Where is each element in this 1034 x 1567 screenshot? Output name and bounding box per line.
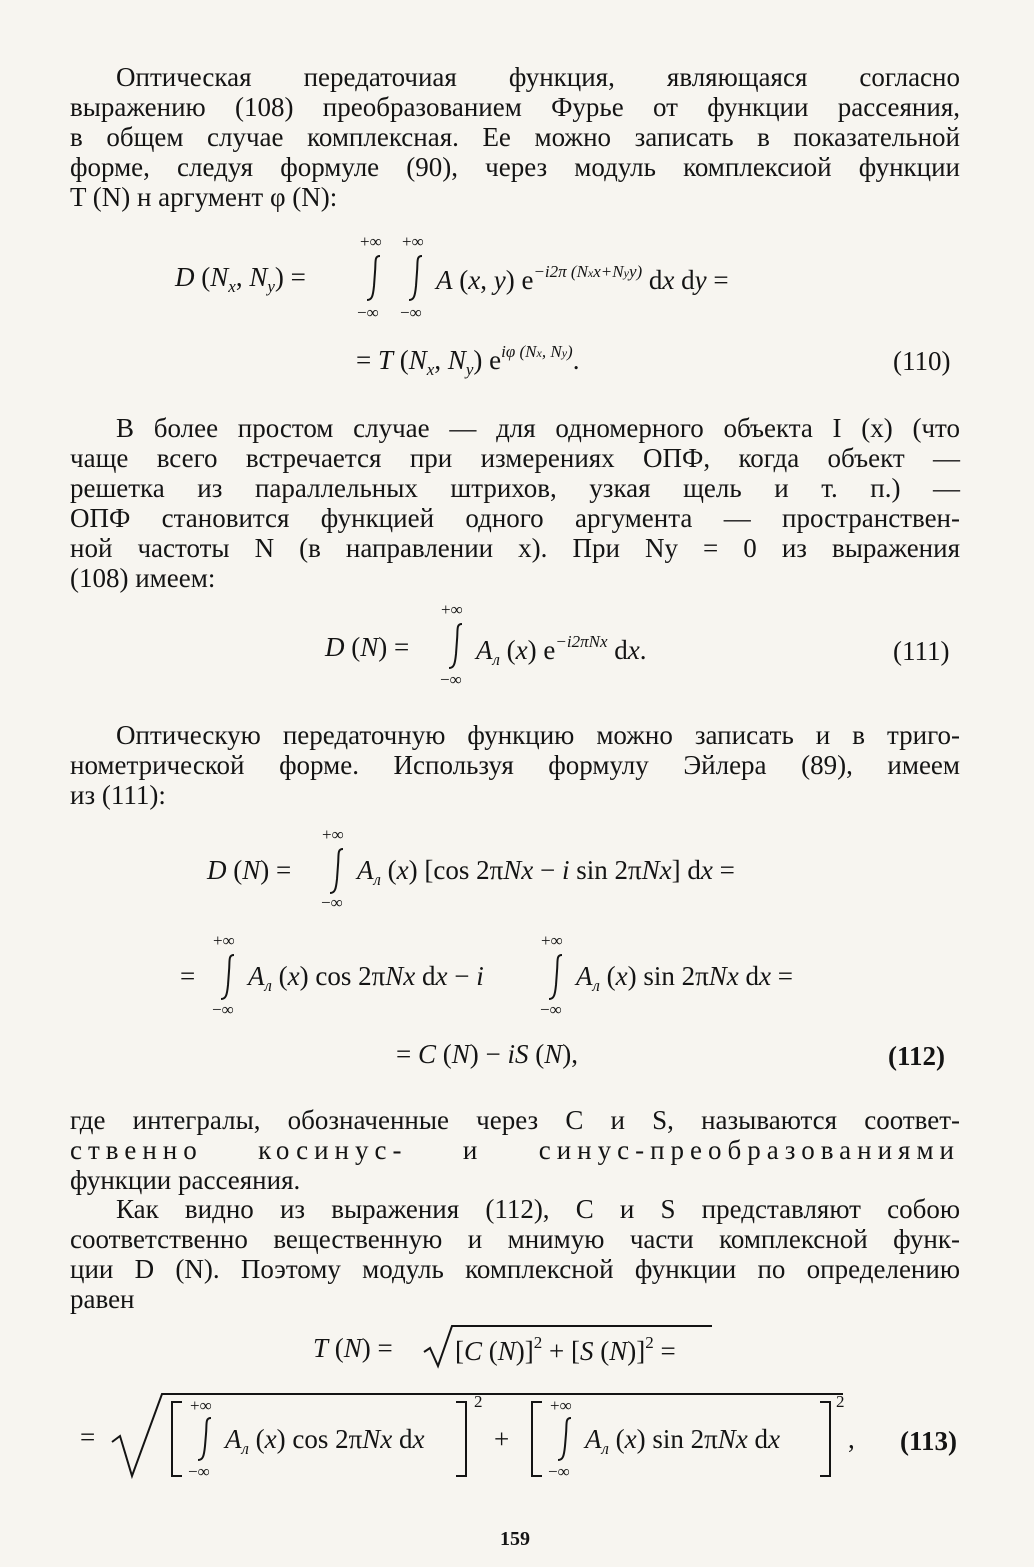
equation-line: = T ($N_x$, $N_y$) $e^{i\varphi (Nx, Ny)}$. [356,342,580,379]
equation-line: = C (N) − iS (N), [396,1039,579,1069]
text-line: В более простом случае — для одномерного объекта I (x) (что [116,413,960,443]
lower-limit: −∞ [548,1462,570,1481]
integral-sign [218,951,242,1003]
text-line: функции рассеяния. [70,1165,301,1195]
upper-limit: +∞ [441,600,463,619]
text-line: (108) имеем: [70,563,216,593]
equation-number: (110) [893,346,951,376]
equation-line: D (N) = [207,855,292,885]
page-number: 159 [500,1528,530,1550]
text-line: равен [70,1284,135,1314]
exponent: 2 [474,1392,483,1411]
text-line: решетка из параллельных штрихов, узкая щель и т. п.) — [70,473,960,503]
text-line: ной частоты N (в направлении x). При Ny = 0 из выражения [70,533,960,563]
equation-line: $A_л$ (x) [cos 2πNx − i sin 2πNx] dx = [357,855,735,889]
text-line: форме, следуя формуле (90), через модуль комплексиой функции [70,152,960,182]
text-line: соответственно вещественную и мнимую части комплексной функ- [70,1224,960,1254]
lower-limit: −∞ [321,893,343,912]
lower-limit: −∞ [357,303,379,322]
text-line: нометрической форме. Используя формулу Эйлера (89), имеем [70,750,960,780]
integral-sign [327,845,351,897]
double-integral-sign [364,252,434,304]
equation-number: (112) [888,1041,945,1071]
equation-number: (113) [900,1426,957,1456]
text-line: ции D (N). Поэтому модуль комплексной функции по определению [70,1254,960,1284]
upper-limit: +∞ [541,931,563,950]
upper-limit: +∞ [322,825,344,844]
integral-sign [555,1414,579,1464]
upper-limit: +∞ [190,1396,212,1415]
equation-number: (111) [893,636,950,666]
text-line: ОПФ становится функцией одного аргумента — пространствен- [70,503,960,533]
exponent: 2 [836,1392,845,1411]
equation-line: D (N) = [325,632,410,662]
equation-line: $A_л$ (x) sin 2πNx dx [585,1424,781,1458]
equation-line: [C (N)]$^2$ + [S (N)]$^2$ = [455,1333,676,1366]
text-line: из (111): [70,780,166,810]
integral-sign [446,620,470,672]
equation-line: , [848,1424,855,1454]
equation-line: $A_л$ (x) cos 2πNx dx − i [248,961,484,995]
text-line: выражению (108) преобразованием Фурье от функции рассеяния, [70,92,960,122]
lower-limit: −∞ [440,670,462,689]
equation-line: $A_л$ (x) $e^{-i2\pi Nx}$ dx. [476,632,647,669]
integral-sign [546,951,570,1003]
text-line: T (N) н аргумент φ (N): [70,182,338,212]
integral-sign [195,1414,219,1464]
equation-line: + [494,1424,510,1454]
equation-line: D ($N_x$, $N_y$) = [175,262,306,296]
text-line: Оптическую передаточную функцию можно записать и в триго- [116,720,960,750]
equation-line: = [180,961,196,991]
lower-limit: −∞ [188,1462,210,1481]
paragraph-4 [70,1105,960,1195]
paragraph-2 [70,413,960,593]
lower-limit: −∞ [400,303,422,322]
upper-limit: +∞ [360,232,382,251]
paragraph-3 [70,720,960,810]
lower-limit: −∞ [212,1000,234,1019]
text-line: в общем случае комплексная. Ее можно записать в показательной [70,122,960,152]
text-line: где интегралы, обозначенные через C и S, называются соответ- [70,1105,960,1135]
equation-line: $A_л$ (x) sin 2πNx dx = [576,961,794,995]
equation-line: A (x, y) $e^{-i2\pi (Nxx+Nyy)}$ dx dy = [436,262,729,295]
upper-limit: +∞ [213,931,235,950]
lower-limit: −∞ [540,1000,562,1019]
text-line: Как видно из выражения (112), C и S представляют собою [116,1194,960,1224]
equation-line: T (N) = [313,1333,393,1363]
paragraph-1 [70,62,960,212]
text-line: Оптическая передаточиая функция, являющаяся согласно [116,62,960,92]
text-line: чаще всего встречается при измерениях ОПФ, когда объект — [70,443,960,473]
upper-limit: +∞ [402,232,424,251]
equation-line: $A_л$ (x) cos 2πNx dx [225,1424,425,1458]
text-line: ственно косинус- и синус-преобразованиями [70,1135,960,1165]
upper-limit: +∞ [550,1396,572,1415]
paragraph-5 [70,1194,960,1314]
equation-line: = [80,1422,96,1452]
